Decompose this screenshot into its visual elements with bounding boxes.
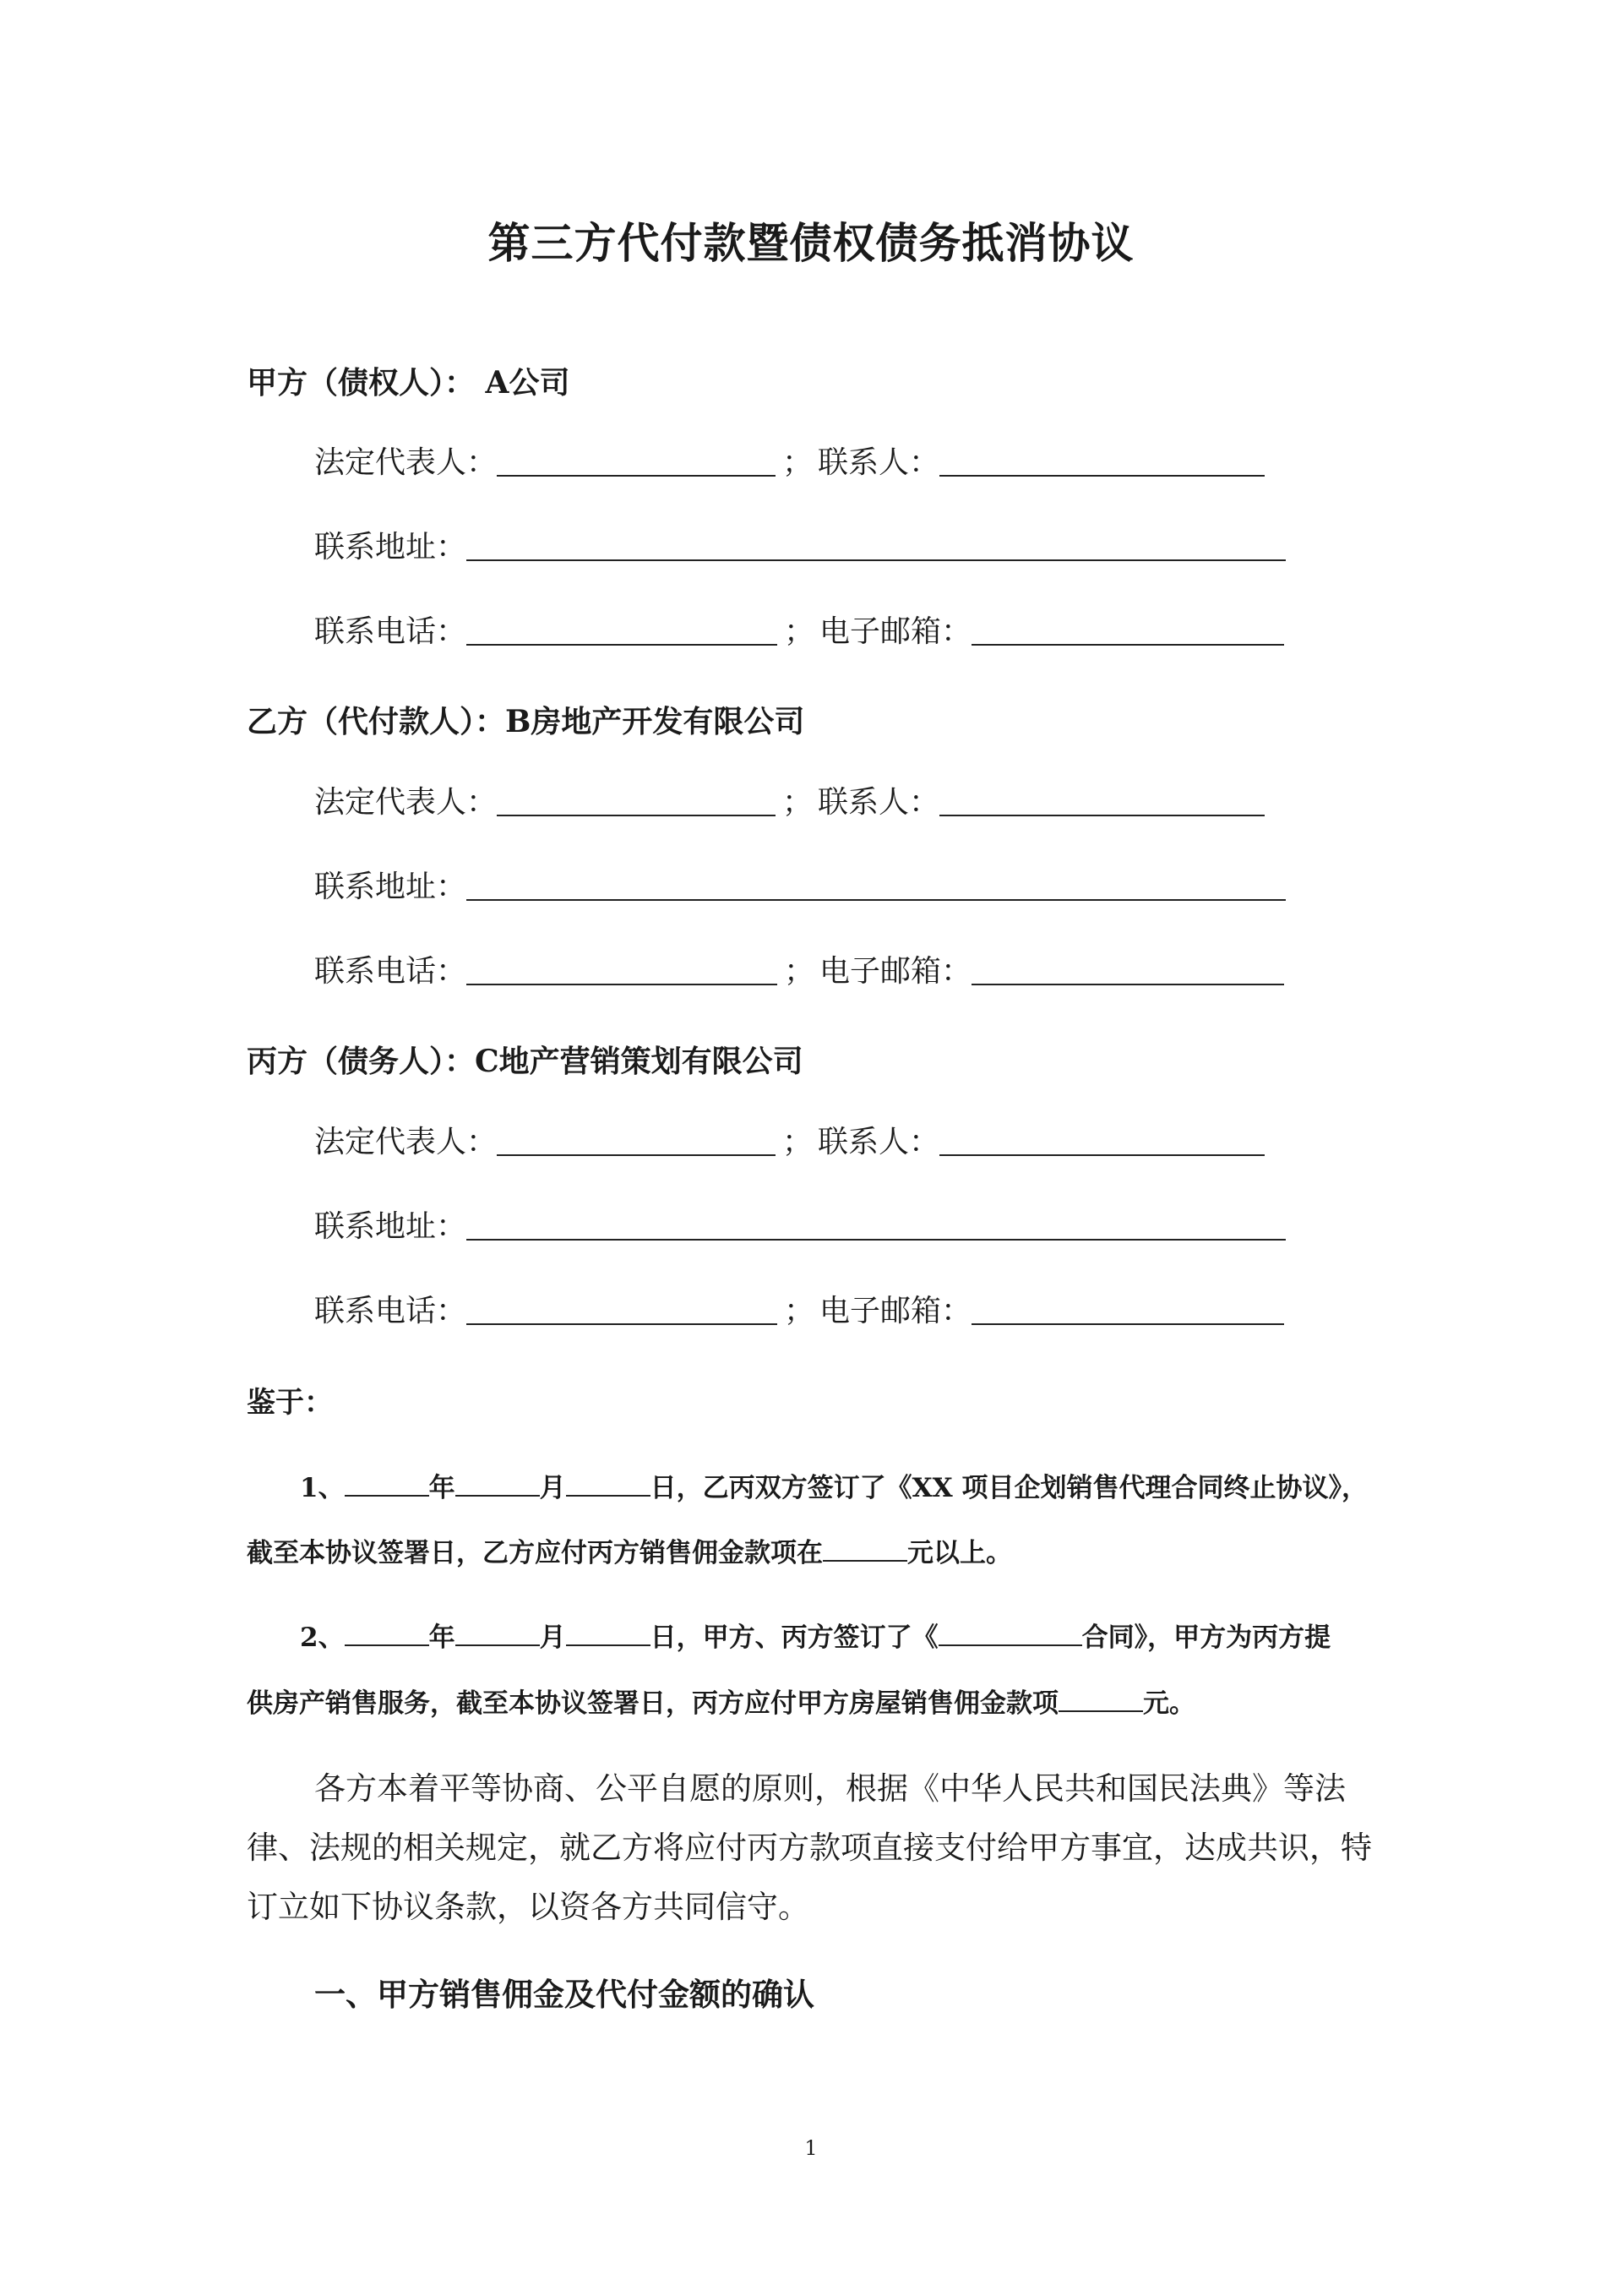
address-blank [466, 1208, 1286, 1241]
year-label: 年 [428, 1622, 455, 1653]
address-label: 联系地址： [314, 1209, 467, 1244]
recital-2-text: 日，甲方、丙方签订了《 [650, 1622, 939, 1653]
month-label: 月 [539, 1473, 566, 1503]
recital-1-text: 日，乙丙双方签订了《XX 项目企划销售代理合同终止协议》， [650, 1473, 1368, 1503]
separator: ； [784, 1294, 815, 1328]
month-blank [455, 1619, 540, 1646]
recital-1-number: 1、 [300, 1473, 345, 1503]
contact-label: 联系人： [818, 1125, 940, 1159]
party-a-phone-row [314, 608, 1284, 651]
recital-1-text-2: 截至本协议签署日，乙方应付丙方销售佣金款项在 [247, 1538, 823, 1568]
amount-blank [823, 1535, 907, 1562]
address-label: 联系地址： [314, 870, 467, 904]
contact-blank [939, 784, 1265, 816]
document-title: 第三方代付款暨债权债务抵消协议 [487, 218, 1135, 268]
recital-1-text-3: 元以上。 [907, 1538, 1012, 1568]
separator: ； [782, 785, 814, 820]
separator: ； [782, 445, 814, 480]
party-c-phone-row [314, 1288, 1284, 1330]
legal-rep-blank [497, 444, 776, 477]
body-paragraph [247, 1759, 1383, 1937]
recitals-heading: 鉴于： [247, 1386, 333, 1420]
recital-2-line-2 [247, 1682, 1379, 1720]
year-blank [345, 1619, 429, 1646]
legal-rep-label: 法定代表人： [314, 1125, 498, 1159]
recital-2-number: 2、 [300, 1622, 345, 1653]
recital-2-contract-text: 合同》，甲方为丙方提 [1081, 1622, 1331, 1653]
recital-2-text-2: 供房产销售服务，截至本协议签署日，丙方应付甲方房屋销售佣金款项 [247, 1688, 1059, 1719]
phone-blank [466, 953, 777, 985]
legal-rep-blank [497, 1124, 776, 1156]
party-a-heading: 甲方（债权人）： A公司 [247, 365, 570, 401]
recital-2-text-3: 元。 [1143, 1688, 1195, 1719]
day-blank [566, 1470, 650, 1497]
party-c-heading: 丙方（债务人）：C地产营销策划有限公司 [247, 1044, 803, 1079]
phone-label: 联系电话： [314, 614, 467, 649]
party-c-rep-row [314, 1119, 1265, 1161]
body-text: 各方本着平等协商、公平自愿的原则，根据《中华人民共和国民法典》等法律、法规的相关规定，就乙方将应付丙方款项直接支付给甲方事宜，达成共识，特订立如下协议条款，以资各方共同信守。 [247, 1770, 1372, 1925]
page-number: 1 [804, 2136, 818, 2160]
contact-label: 联系人： [818, 785, 940, 820]
party-b-address-row [314, 864, 1286, 906]
legal-rep-blank [497, 784, 776, 816]
party-b-rep-row [314, 779, 1265, 821]
year-label: 年 [428, 1473, 455, 1503]
email-blank [972, 614, 1284, 646]
party-a-address-row [314, 524, 1286, 566]
contact-label: 联系人： [818, 445, 940, 480]
separator: ； [784, 954, 815, 989]
contact-blank [939, 1124, 1265, 1156]
address-label: 联系地址： [314, 530, 467, 564]
recital-1-line-1 [300, 1466, 1432, 1504]
amount-blank [1059, 1685, 1143, 1712]
party-a-rep-row [314, 439, 1265, 482]
email-label: 电子邮箱： [819, 614, 972, 649]
email-blank [972, 1293, 1284, 1325]
phone-label: 联系电话： [314, 954, 467, 989]
phone-blank [466, 614, 777, 646]
separator: ； [784, 614, 815, 649]
legal-rep-label: 法定代表人： [314, 785, 498, 820]
day-blank [566, 1619, 650, 1646]
party-b-heading: 乙方（代付款人）：B房地产开发有限公司 [247, 704, 805, 739]
separator: ； [782, 1125, 814, 1159]
email-label: 电子邮箱： [819, 954, 972, 989]
recital-1-line-2 [247, 1531, 1379, 1569]
address-blank [466, 529, 1286, 561]
contract-name-blank [939, 1619, 1082, 1646]
phone-label: 联系电话： [314, 1294, 467, 1328]
party-b-phone-row [314, 948, 1284, 990]
legal-rep-label: 法定代表人： [314, 445, 498, 480]
month-blank [455, 1470, 540, 1497]
clause-1-heading: 一、甲方销售佣金及代付金额的确认 [314, 1976, 814, 2013]
party-c-address-row [314, 1203, 1286, 1246]
recital-2-line-1 [300, 1616, 1432, 1654]
email-blank [972, 953, 1284, 985]
email-label: 电子邮箱： [819, 1294, 972, 1328]
phone-blank [466, 1293, 777, 1325]
month-label: 月 [539, 1622, 566, 1653]
contact-blank [939, 444, 1265, 477]
year-blank [345, 1470, 429, 1497]
address-blank [466, 869, 1286, 901]
